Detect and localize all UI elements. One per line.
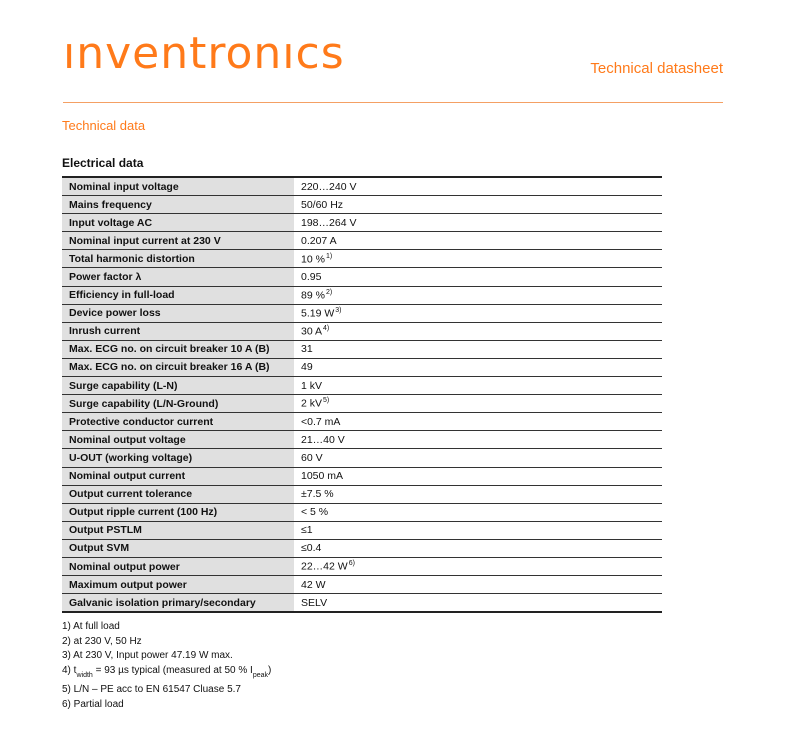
row-label: Galvanic isolation primary/secondary (62, 594, 294, 613)
row-label: Protective conductor current (62, 413, 294, 431)
row-value (294, 431, 662, 449)
table-row (62, 358, 662, 376)
table-row (62, 557, 662, 575)
row-value-text: SELV (301, 596, 328, 609)
row-label: Total harmonic distortion (62, 250, 294, 268)
row-value (294, 196, 662, 214)
row-value (294, 286, 662, 304)
row-value-text: ±7.5 % (301, 488, 334, 501)
row-value-text: ≤1 (301, 524, 313, 537)
row-value-text: 31 (301, 343, 313, 356)
row-value-text: 50/60 Hz (301, 198, 344, 211)
row-label: Max. ECG no. on circuit breaker 10 A (B) (62, 340, 294, 358)
row-value (294, 358, 662, 376)
footnote-4-text-c: ) (268, 664, 272, 676)
row-value-text: 10 % (301, 253, 325, 266)
row-value (294, 413, 662, 431)
footnote-1: 1) At full load (62, 621, 120, 632)
row-value (294, 576, 662, 594)
row-value (294, 485, 662, 503)
row-label: Efficiency in full-load (62, 286, 294, 304)
row-value-text: <0.7 mA (301, 415, 341, 428)
row-value (294, 322, 662, 340)
footnote-reference: 2) (325, 288, 333, 296)
table-row (62, 467, 662, 485)
row-value-text: 1050 mA (301, 470, 344, 483)
row-value-text: ≤0.4 (301, 542, 322, 555)
company-logo: ınventronıcs (63, 28, 345, 79)
row-value (294, 503, 662, 521)
row-label: Output PSTLM (62, 521, 294, 539)
footnotes (62, 620, 271, 712)
footnote-3: 3) At 230 V, Input power 47.19 W max. (62, 650, 233, 661)
document-type-title: Technical datasheet (590, 60, 723, 77)
row-value-text: 22…42 W (301, 560, 348, 573)
row-value (294, 250, 662, 268)
row-label: Output current tolerance (62, 485, 294, 503)
footnote-4 (62, 664, 271, 684)
table-row (62, 286, 662, 304)
row-label: Mains frequency (62, 196, 294, 214)
table-row (62, 521, 662, 539)
table-row (62, 539, 662, 557)
row-value-text: < 5 % (301, 506, 329, 519)
row-value-text: 2 kV (301, 397, 323, 410)
table-row (62, 232, 662, 250)
row-value (294, 232, 662, 250)
footnote-6: 6) Partial load (62, 698, 124, 710)
row-label: Maximum output power (62, 576, 294, 594)
row-value (294, 304, 662, 322)
row-value (294, 521, 662, 539)
row-value-text: 198…264 V (301, 216, 357, 229)
row-label: Device power loss (62, 304, 294, 322)
table-row (62, 431, 662, 449)
header-divider (63, 102, 723, 103)
row-label: Nominal input voltage (62, 177, 294, 196)
row-value (294, 268, 662, 286)
footnote-4-subscript-peak: peak (252, 671, 268, 679)
subsection-title: Electrical data (62, 156, 144, 170)
footnote-reference: 1) (325, 252, 333, 260)
footnote-4-text-b: = 93 µs typical (measured at 50 % I (92, 664, 253, 676)
row-label: Surge capability (L-N) (62, 377, 294, 395)
footnote-reference: 6) (348, 560, 355, 568)
row-value (294, 377, 662, 395)
row-label: Output ripple current (100 Hz) (62, 503, 294, 521)
row-value-text: 0.207 A (301, 234, 337, 247)
footnote-4-text-a: 4) t (62, 664, 77, 676)
table-row (62, 576, 662, 594)
table-row (62, 250, 662, 268)
row-value-text: 49 (301, 361, 313, 374)
section-title: Technical data (62, 118, 146, 133)
row-value (294, 467, 662, 485)
table-row (62, 503, 662, 521)
row-label: Surge capability (L/N-Ground) (62, 395, 294, 413)
row-label: Nominal output current (62, 467, 294, 485)
table-row (62, 377, 662, 395)
table-row (62, 177, 662, 196)
row-value (294, 214, 662, 232)
row-value (294, 539, 662, 557)
row-value-text: 42 W (301, 578, 326, 591)
row-value (294, 340, 662, 358)
row-value-text: 60 V (301, 451, 323, 464)
table-row (62, 196, 662, 214)
footnote-5: 5) L/N – PE acc to EN 61547 Cluase 5.7 (62, 684, 241, 695)
row-label: Nominal output voltage (62, 431, 294, 449)
row-value-text: 1 kV (301, 379, 323, 392)
table-row (62, 268, 662, 286)
row-value (294, 594, 662, 613)
row-value-text: 5.19 W (301, 307, 335, 320)
row-label: Nominal input current at 230 V (62, 232, 294, 250)
row-value-text: 30 A (301, 325, 323, 338)
table-row (62, 485, 662, 503)
footnote-reference: 3) (335, 306, 342, 314)
row-label: Power factor λ (62, 268, 294, 286)
footnote-reference: 4) (323, 325, 330, 333)
row-label: Output SVM (62, 539, 294, 557)
table-row (62, 214, 662, 232)
row-label: Input voltage AC (62, 214, 294, 232)
table-row (62, 413, 662, 431)
table-row (62, 304, 662, 322)
row-value (294, 395, 662, 413)
table-row (62, 594, 662, 613)
table-row (62, 340, 662, 358)
row-value (294, 449, 662, 467)
row-label: Nominal output power (62, 557, 294, 575)
footnote-reference: 5) (323, 397, 330, 405)
footnote-4-subscript-width: width (76, 671, 93, 679)
row-value-text: 0.95 (301, 271, 322, 284)
row-label: Max. ECG no. on circuit breaker 16 A (B) (62, 358, 294, 376)
table-row (62, 322, 662, 340)
row-value (294, 557, 662, 575)
row-label: Inrush current (62, 322, 294, 340)
table-row (62, 449, 662, 467)
row-value-text: 89 % (301, 289, 325, 302)
footnote-2: 2) at 230 V, 50 Hz (62, 635, 142, 647)
row-value-text: 21…40 V (301, 433, 345, 446)
row-label: U-OUT (working voltage) (62, 449, 294, 467)
row-value (294, 177, 662, 196)
row-value-text: 220…240 V (301, 180, 357, 193)
electrical-data-table (62, 176, 662, 613)
table-row (62, 395, 662, 413)
